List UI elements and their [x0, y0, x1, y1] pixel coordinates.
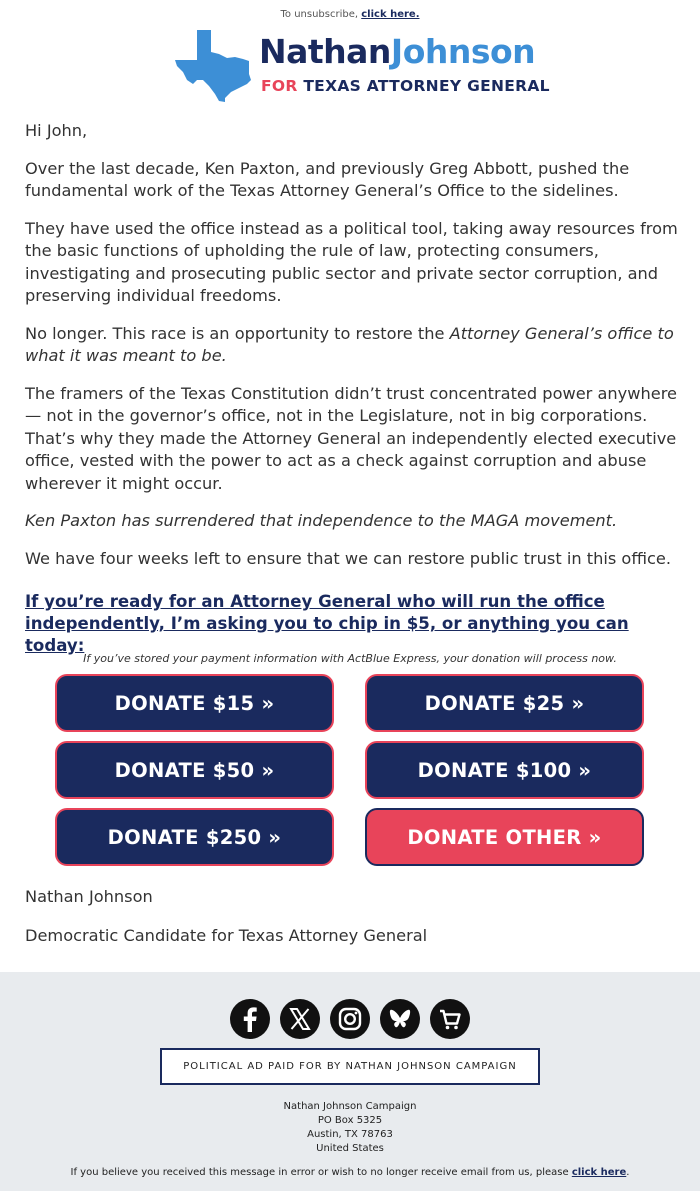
actblue-express-note: If you’ve stored your payment information with ActBlue Express, your donation will process now. [83, 652, 617, 665]
address-line-1: Nathan Johnson Campaign [283, 1101, 417, 1112]
donate-25-button[interactable]: DONATE $25 » [365, 674, 644, 732]
donate-other-button[interactable]: DONATE OTHER » [365, 808, 644, 866]
address-line-3: Austin, TX 78763 [307, 1129, 393, 1140]
footer [0, 972, 700, 1191]
facebook-icon[interactable] [230, 999, 270, 1039]
donate-15-button[interactable]: DONATE $15 » [55, 674, 334, 732]
paragraph-6: We have four weeks left to ensure that we can restore public trust in this office. [25, 548, 671, 568]
address-line-2: PO Box 5325 [317, 1115, 383, 1126]
address-line-4: United States [316, 1143, 384, 1154]
paragraph-5 [25, 510, 680, 533]
signature-title: Democratic Candidate for Texas Attorney General [25, 926, 428, 945]
shop-cart-icon[interactable] [430, 999, 470, 1039]
paragraph-4: The framers of the Texas Constitution didn’t trust concentrated power anywhere — not in the governor’s office, not in the Legislature, not in big corporations. That’s why they made the Attorney General an independently elected executive office, vested with the power to act as a check against corruption and abuse wherever it might occur. [25, 383, 677, 493]
instagram-icon[interactable] [330, 999, 370, 1039]
donate-50-button[interactable]: DONATE $50 » [55, 741, 334, 799]
donate-250-button[interactable]: DONATE $250 » [55, 808, 334, 866]
logo-subtitle [261, 77, 550, 95]
paragraph-2: They have used the office instead as a political tool, taking away resources from the basic functions of upholding the rule of law, protecting consumers, investigating and prosecuting public sector and private sector corruption, and preserving individual freedoms. [25, 218, 678, 305]
signature-name: Nathan Johnson [25, 887, 153, 906]
paragraph-1: Over the last decade, Ken Paxton, and previously Greg Abbott, pushed the fundamental work of the Texas Attorney General’s Office to the sidelines. [25, 158, 630, 200]
footer-unsubscribe [0, 1167, 700, 1178]
logo-office: TEXAS ATTORNEY GENERAL [303, 77, 550, 95]
campaign-logo [175, 28, 550, 102]
x-icon[interactable] [280, 999, 320, 1039]
paragraph-3-italic: Attorney General’s office to what it was meant to be. [25, 323, 674, 365]
paragraph-5-italic: Ken Paxton has surrendered that independence to the MAGA movement. [25, 511, 618, 530]
paid-for-disclaimer: POLITICAL AD PAID FOR BY NATHAN JOHNSON CAMPAIGN [160, 1048, 540, 1085]
bluesky-icon[interactable] [380, 999, 420, 1039]
social-links [0, 999, 700, 1039]
footer-unsub-end: . [626, 1167, 630, 1178]
paragraph-3-plain: No longer. This race is an opportunity to restore the [25, 323, 450, 343]
donate-cta-link[interactable]: If you’re ready for an Attorney General who will run the office independently, I’m asking you to chip in $5, or anything you can today: [25, 592, 629, 655]
unsubscribe-link[interactable]: click here. [361, 9, 420, 20]
top-unsubscribe-line [0, 9, 700, 20]
email-body [25, 120, 680, 585]
logo-last-name: Johnson [390, 32, 536, 71]
mailing-address [0, 1100, 700, 1156]
logo-name [259, 32, 535, 71]
texas-map-icon [175, 28, 255, 102]
donate-100-button[interactable]: DONATE $100 » [365, 741, 644, 799]
footer-unsub-text: If you believe you received this message in error or wish to no longer receive email from us, please [70, 1167, 569, 1178]
unsubscribe-prefix: To unsubscribe, [280, 9, 359, 20]
logo-first-name: Nathan [259, 32, 391, 71]
greeting: Hi John, [25, 121, 88, 140]
footer-unsubscribe-link[interactable]: click here [571, 1167, 627, 1178]
paragraph-3 [25, 323, 680, 368]
logo-for: FOR [261, 77, 298, 95]
